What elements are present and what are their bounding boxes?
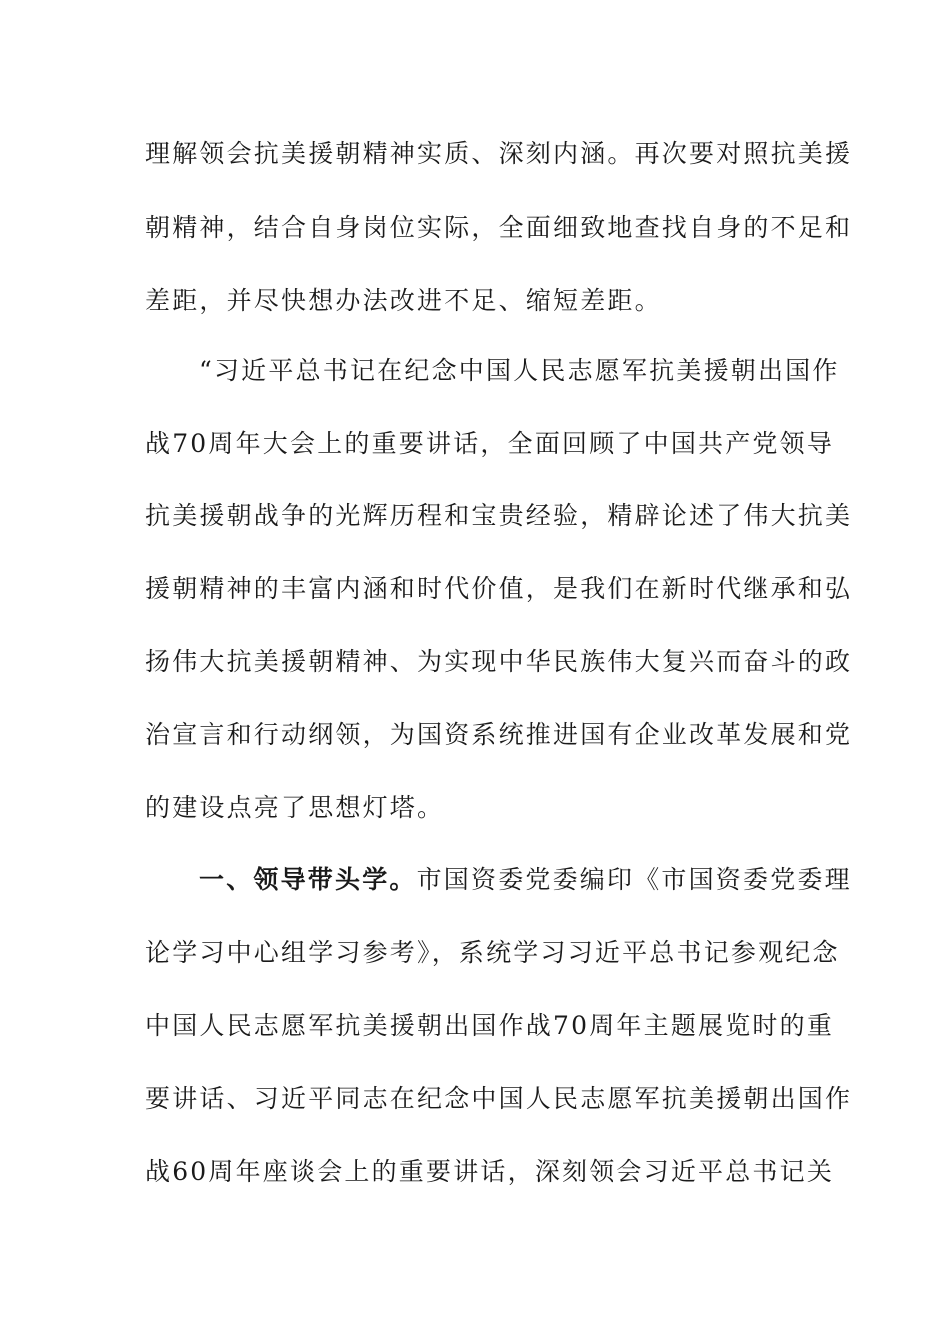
text-line: 要讲话、习近平同志在纪念中国人民志愿军抗美援朝出国作 [145, 1084, 853, 1113]
paragraph-first-line: “习近平总书记在纪念中国人民志愿军抗美援朝出国作 [199, 356, 840, 385]
text-line: 的建设点亮了思想灯塔。 [145, 793, 445, 822]
text-line: 战70周年大会上的重要讲话，全面回顾了中国共产党领导 [145, 429, 835, 458]
text-line: 论学习中心组学习参考》，系统学习习近平总书记参观纪念 [145, 938, 840, 967]
text-line: 理解领会抗美援朝精神实质、深刻内涵。再次要对照抗美援 [145, 139, 853, 168]
text-line: 差距，并尽快想办法改进不足、缩短差距。 [145, 286, 662, 315]
section-heading: 一、领导带头学。 [199, 865, 417, 894]
text-line: 朝精神，结合自身岗位实际，全面细致地查找自身的不足和 [145, 213, 853, 242]
section-heading-line [199, 864, 852, 896]
text-line: 扬伟大抗美援朝精神、为实现中华民族伟大复兴而奋斗的政 [145, 647, 853, 676]
text-line: 抗美援朝战争的光辉历程和宝贵经验，精辟论述了伟大抗美 [145, 501, 853, 530]
text-line: 战60周年座谈会上的重要讲话，深刻领会习近平总书记关 [145, 1157, 835, 1186]
text-line: 治宣言和行动纲领，为国资系统推进国有企业改革发展和党 [145, 720, 853, 749]
text-line: 援朝精神的丰富内涵和时代价值，是我们在新时代继承和弘 [145, 574, 853, 603]
section-heading-continuation: 市国资委党委编印《市国资委党委理 [416, 865, 852, 894]
text-line: 中国人民志愿军抗美援朝出国作战70周年主题展览时的重 [145, 1011, 835, 1040]
